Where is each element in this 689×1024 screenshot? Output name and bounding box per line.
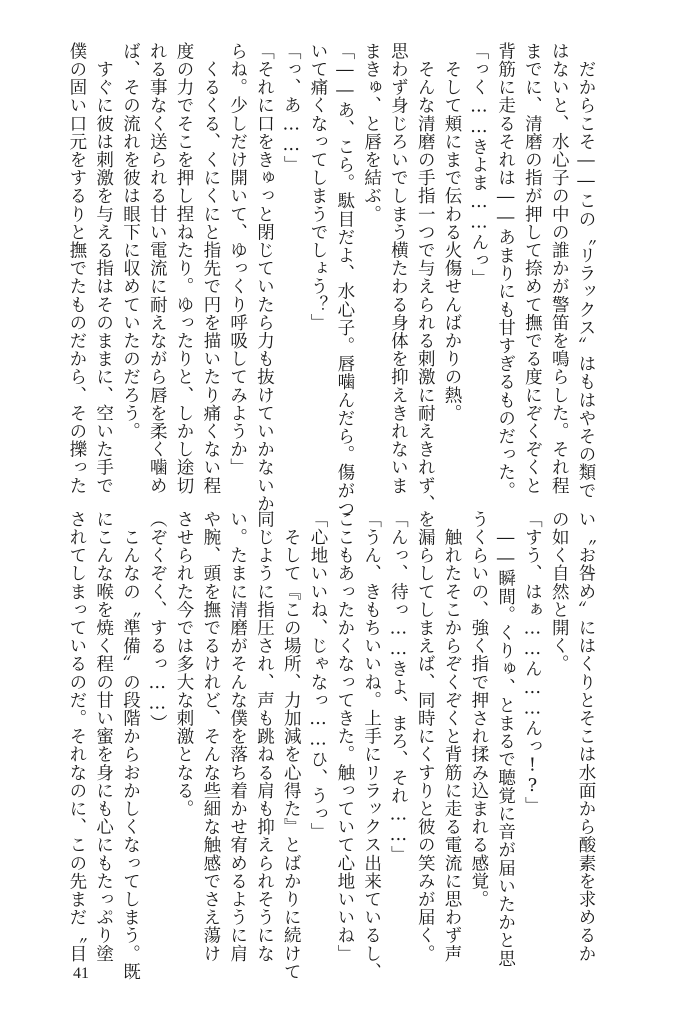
text-line: ――瞬間。くりゅ、とまるで聴覚に音が届いたかと思 — [495, 510, 516, 968]
text-line: 度の力でそこを押し捏ねたり。ゆったりと、しかし途切 — [174, 42, 195, 495]
text-line: い。たまに清磨がそんな僕を落ち着かせ宥めるように肩 — [227, 510, 248, 963]
text-line: くるくる、くにくにと指先で円を描いたり痛くない程 — [200, 42, 221, 495]
text-line: 「すう、はぁ……ん……んっ!?」 — [522, 510, 543, 815]
text-line: 「っく……きよま……んっ」 — [468, 42, 489, 288]
text-line: そして頬にまで伝わる火傷せんばかりの熱。 — [442, 42, 463, 423]
text-line: や腕、頭を撫でるけれど、そんな些細な触感でさえ蕩け — [200, 510, 221, 963]
text-line: 僕の固い口元をするりと撫でたものだから、その擽った — [66, 42, 87, 495]
text-line: れる事なく送られる甘い電流に耐えながら唇を柔く噛め — [147, 42, 168, 495]
text-line: 背筋に走るそれは――あまりにも甘すぎるものだった。 — [495, 42, 516, 500]
text-line: こんなの〝準備〟の段階からおかしくなってしまう。既 — [120, 510, 141, 981]
text-line: そして『この場所、力加減を心得た』とばかりに続けて — [281, 510, 302, 981]
text-line: を漏らしてしまえば、同時にくすりと彼の笑みが届く。 — [415, 510, 436, 963]
text-line: されてしまっているのだ。それなのに、この先まだ〝目 — [66, 510, 87, 963]
text-line: 触れたそこからぞくぞくと背筋に走る電流に思わず声 — [442, 510, 463, 963]
text-line: 思わず身じろいでしまう横たわる身体を抑えきれないま — [388, 42, 409, 495]
text-line: 「心地いいね、じゃなっ……ひ、うっ」 — [308, 510, 329, 841]
text-line: すぐに彼は刺激を与える指はそのままに、空いた手で — [93, 42, 114, 495]
page-number: 41 — [73, 965, 89, 982]
text-line: 「――あ、こら。駄目だよ、水心子。唇噛んだら。傷がつ — [334, 42, 355, 518]
text-line: 「っ、あ……」 — [281, 42, 302, 174]
text-line: はないと、水心子の中の誰かが警笛を鳴らした。それ程 — [549, 42, 570, 495]
text-line: の如く自然と開く。 — [549, 510, 570, 673]
text-line: 同じように指圧され、声も跳ねる肩も抑えられそうにな — [254, 510, 275, 963]
text-block-top — [66, 42, 599, 518]
text-line: い〝お咎め〟にはくりとそこは水面から酸素を求めるか — [576, 510, 596, 963]
text-line: 「うん、きもちいいね。上手にリラックス出来ているし、 — [361, 510, 382, 981]
text-line: そんな清磨の手指一つで与えられる刺激に耐えきれず、 — [415, 42, 436, 513]
text-line: ば、その流れを彼は眼下に収めていたのだろう。 — [120, 42, 141, 441]
text-line: ここもあったかくなってきた。触っていて心地いいね」 — [334, 510, 355, 963]
text-line: （ぞくぞく、するっ……） — [147, 510, 168, 733]
text-line: いて痛くなってしまうでしょう？」 — [308, 42, 329, 332]
text-line: まきゅ、と唇を結ぶ。 — [361, 42, 382, 223]
text-line: 「んっ、待っ……きよ、まろ、それ……」 — [388, 510, 409, 864]
text-line: にこんな喉を焼く程の甘い蜜を身にも心にもたっぷり塗 — [93, 510, 114, 963]
text-line: だからこそ――この〝リラックス〟はもはやその類で — [576, 42, 596, 500]
text-line: させられた今では多大な刺激となる。 — [174, 510, 195, 818]
text-line: 「それに口をきゅっと閉じていたら力も抜けていかないか — [254, 42, 275, 513]
text-line: うくらいの、強く指で押され揉み込まれる感覚。 — [468, 510, 489, 909]
text-line: らね。少しだけ開いて、ゆっくり呼吸してみようか」 — [227, 42, 248, 477]
text-line: までに、清磨の指が押して捺めて撫でる度にぞくぞくと — [522, 42, 543, 495]
